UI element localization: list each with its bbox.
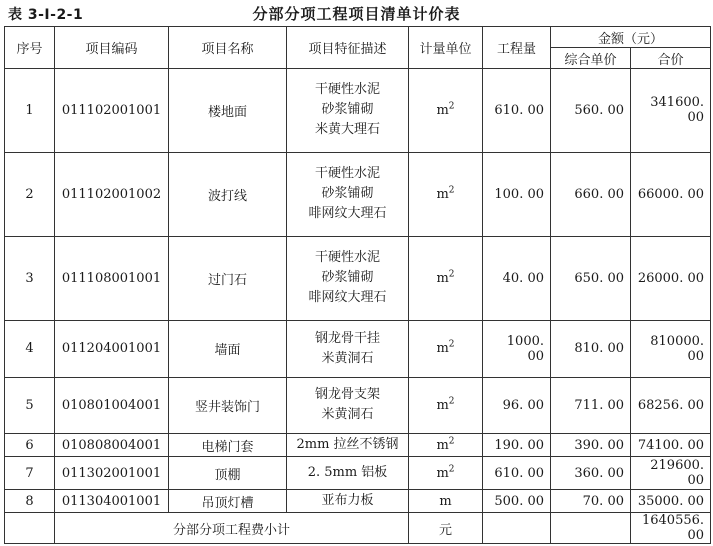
table-row	[5, 69, 711, 153]
row-total: 66000. 00	[631, 152, 711, 236]
desc-line: 砂浆铺砌	[321, 186, 374, 202]
row-name: 过门石	[169, 236, 287, 320]
row-code: 010801004001	[55, 377, 169, 434]
header-code: 项目编码	[55, 27, 169, 69]
table-row	[5, 377, 711, 434]
row-name: 顶棚	[169, 457, 287, 490]
subtotal-total: 1640556. 00	[631, 513, 711, 544]
row-name: 楼地面	[169, 69, 287, 153]
row-qty: 40. 00	[483, 236, 551, 320]
unit-text: m	[436, 465, 449, 481]
table-number: 表 3-Ⅰ-2-1	[8, 7, 84, 23]
row-desc	[287, 377, 409, 434]
row-code: 010808004001	[55, 434, 169, 457]
row-qty: 610. 00	[483, 457, 551, 490]
row-unit	[409, 320, 483, 377]
row-desc	[287, 457, 409, 490]
row-desc	[287, 320, 409, 377]
table-row	[5, 434, 711, 457]
row-qty: 500. 00	[483, 490, 551, 513]
subtotal-price-cell	[551, 513, 631, 544]
unit-superscript: 2	[448, 185, 455, 196]
header-total: 合价	[631, 48, 711, 69]
row-qty: 190. 00	[483, 434, 551, 457]
table-row	[5, 236, 711, 320]
row-unit-price: 810. 00	[551, 320, 631, 377]
desc-line: 啡网纹大理石	[308, 290, 387, 306]
desc-line: 砂浆铺砌	[321, 270, 374, 286]
row-name: 墙面	[169, 320, 287, 377]
row-code: 011102001002	[55, 152, 169, 236]
row-total: 810000. 00	[631, 320, 711, 377]
row-qty: 1000. 00	[483, 320, 551, 377]
row-unit	[409, 236, 483, 320]
table-caption	[0, 0, 713, 24]
row-total: 26000. 00	[631, 236, 711, 320]
row-code: 011108001001	[55, 236, 169, 320]
unit-superscript: 2	[448, 101, 455, 112]
table-title: 分部分项工程项目清单计价表	[252, 5, 461, 23]
row-total: 35000. 00	[631, 490, 711, 513]
unit-text: m	[439, 493, 452, 509]
row-name: 波打线	[169, 152, 287, 236]
subtotal-seq-cell	[5, 513, 55, 544]
desc-line: 干硬性水泥	[314, 250, 380, 266]
unit-text: m	[436, 341, 449, 357]
row-unit	[409, 490, 483, 513]
unit-superscript: 2	[448, 436, 455, 447]
row-total: 341600. 00	[631, 69, 711, 153]
header-seq: 序号	[5, 27, 55, 69]
desc-line: 干硬性水泥	[314, 166, 380, 182]
unit-text: m	[436, 102, 449, 118]
row-seq: 5	[5, 377, 55, 434]
desc-line: 米黄大理石	[314, 122, 380, 138]
row-seq: 3	[5, 236, 55, 320]
row-total: 74100. 00	[631, 434, 711, 457]
row-unit-price: 560. 00	[551, 69, 631, 153]
row-desc	[287, 69, 409, 153]
row-unit-price: 660. 00	[551, 152, 631, 236]
unit-superscript: 2	[448, 269, 455, 280]
desc-line: 钢龙骨干挂	[314, 330, 380, 346]
row-code: 011102001001	[55, 69, 169, 153]
desc-line: 米黄洞石	[321, 407, 374, 423]
header-desc: 项目特征描述	[287, 27, 409, 69]
unit-text: m	[436, 186, 449, 202]
row-seq: 1	[5, 69, 55, 153]
row-total: 219600. 00	[631, 457, 711, 490]
row-unit-price: 70. 00	[551, 490, 631, 513]
row-code: 011204001001	[55, 320, 169, 377]
row-seq: 6	[5, 434, 55, 457]
row-seq: 7	[5, 457, 55, 490]
row-seq: 4	[5, 320, 55, 377]
table-header	[5, 27, 711, 69]
header-unit: 计量单位	[409, 27, 483, 69]
subtotal-label: 分部分项工程费小计	[55, 513, 409, 544]
table-row	[5, 457, 711, 490]
desc-line: 砂浆铺砌	[321, 102, 374, 118]
row-qty: 610. 00	[483, 69, 551, 153]
desc-line: 啡网纹大理石	[308, 206, 387, 222]
row-name: 电梯门套	[169, 434, 287, 457]
row-desc	[287, 490, 409, 513]
row-unit-price: 650. 00	[551, 236, 631, 320]
desc-line: 2. 5mm 铝板	[307, 465, 388, 481]
row-name: 吊顶灯槽	[169, 490, 287, 513]
row-qty: 96. 00	[483, 377, 551, 434]
row-total: 68256. 00	[631, 377, 711, 434]
table-body	[5, 69, 711, 513]
unit-superscript: 2	[448, 396, 455, 407]
row-unit	[409, 377, 483, 434]
desc-line: 干硬性水泥	[314, 82, 380, 98]
row-unit-price: 360. 00	[551, 457, 631, 490]
row-seq: 2	[5, 152, 55, 236]
unit-text: m	[436, 437, 449, 453]
unit-text: m	[436, 397, 449, 413]
row-unit-price: 390. 00	[551, 434, 631, 457]
row-code: 011304001001	[55, 490, 169, 513]
subtotal-row	[5, 513, 711, 544]
row-unit	[409, 69, 483, 153]
row-code: 011302001001	[55, 457, 169, 490]
desc-line: 米黄洞石	[321, 350, 374, 366]
row-desc	[287, 434, 409, 457]
header-unit-price: 综合单价	[551, 48, 631, 69]
row-unit	[409, 434, 483, 457]
row-name: 竖井装饰门	[169, 377, 287, 434]
unit-superscript: 2	[448, 339, 455, 350]
desc-line: 2mm 拉丝不锈钢	[296, 437, 399, 453]
table-row	[5, 490, 711, 513]
row-unit	[409, 457, 483, 490]
desc-line: 亚布力板	[321, 493, 374, 509]
unit-superscript: 2	[448, 464, 455, 475]
row-desc	[287, 152, 409, 236]
table-row	[5, 152, 711, 236]
row-unit	[409, 152, 483, 236]
header-name: 项目名称	[169, 27, 287, 69]
pricing-table	[4, 26, 711, 544]
table-row	[5, 320, 711, 377]
subtotal-qty-cell	[483, 513, 551, 544]
row-qty: 100. 00	[483, 152, 551, 236]
unit-text: m	[436, 270, 449, 286]
subtotal-unit: 元	[409, 513, 483, 544]
row-unit-price: 711. 00	[551, 377, 631, 434]
desc-line: 钢龙骨支架	[314, 387, 380, 403]
row-desc	[287, 236, 409, 320]
header-qty: 工程量	[483, 27, 551, 69]
header-amount: 金额（元）	[551, 27, 711, 48]
row-seq: 8	[5, 490, 55, 513]
